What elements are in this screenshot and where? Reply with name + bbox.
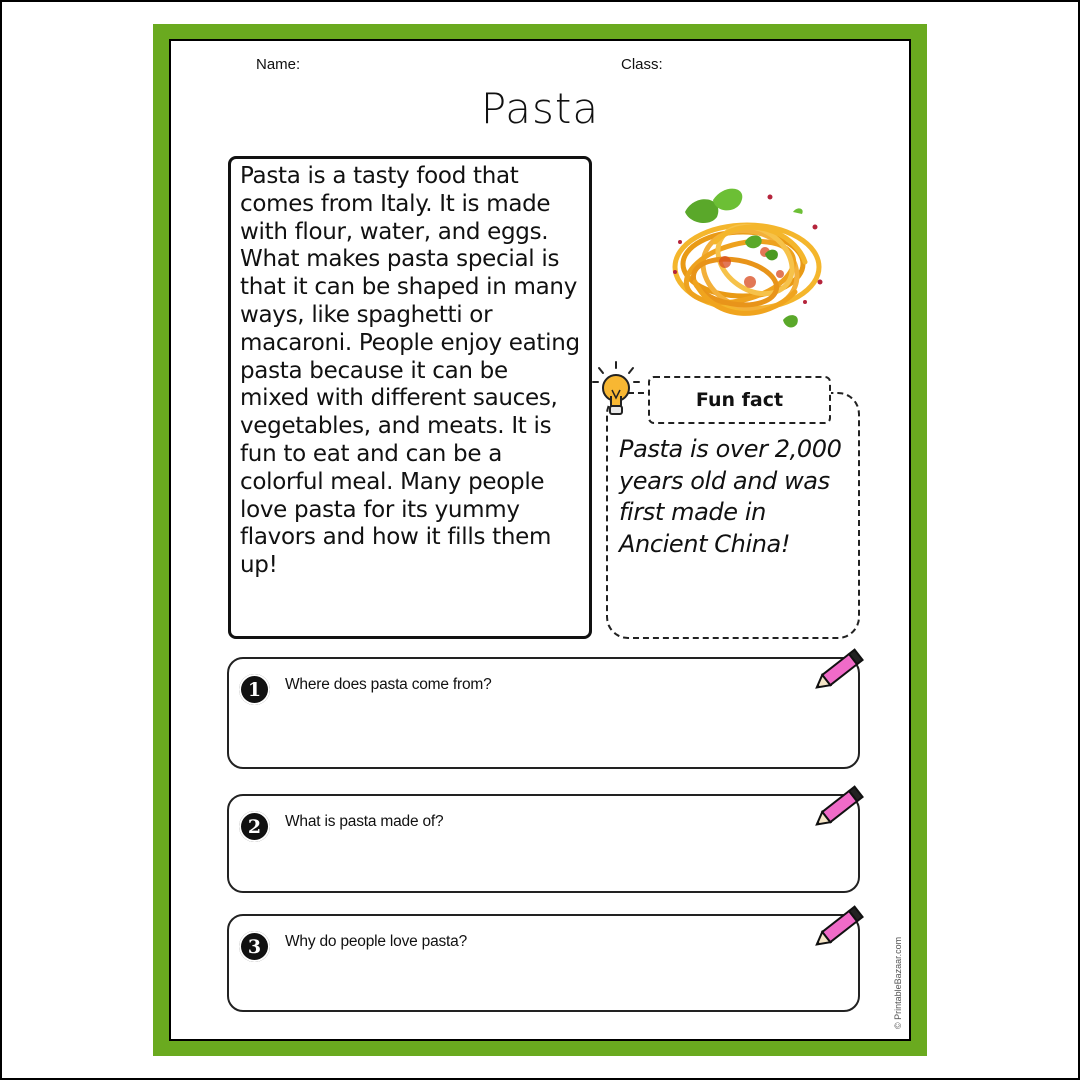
name-label: Name: bbox=[256, 56, 301, 73]
class-label: Class: bbox=[621, 56, 663, 73]
question-box-1[interactable] bbox=[227, 657, 860, 769]
question-box-2[interactable] bbox=[227, 794, 860, 893]
question-text: What is pasta made of? bbox=[285, 813, 444, 830]
question-text: Why do people love pasta? bbox=[285, 933, 467, 950]
pencil-icon bbox=[810, 647, 868, 697]
page-title: Pasta bbox=[480, 84, 600, 133]
watermark: © PrintableBazaar.com bbox=[893, 936, 903, 1029]
question-number-badge: 1 bbox=[239, 674, 270, 705]
pencil-icon bbox=[810, 904, 868, 954]
pencil-icon bbox=[810, 784, 868, 834]
pasta-icon bbox=[655, 172, 835, 337]
question-number-badge: 3 bbox=[239, 931, 270, 962]
question-number-badge: 2 bbox=[239, 811, 270, 842]
reading-passage: Pasta is a tasty food that comes from Italy. It is made with flour, water, and eggs. What makes pasta special is that it can be shaped in many ways, like spaghetti or macaroni. People enjoy eating pasta because it can be mixed with different sauces, vegetables, and meats. It is fun to eat and can be a colorful meal. Many people love pasta for its yummy flavors and how it fills them up! bbox=[240, 163, 580, 579]
reading-passage-box bbox=[228, 156, 592, 639]
question-text: Where does pasta come from? bbox=[285, 676, 492, 693]
fun-fact-text: Pasta is over 2,000 years old and was first made in Ancient China! bbox=[619, 435, 842, 558]
fun-fact-label: Fun fact bbox=[648, 376, 831, 424]
question-box-3[interactable] bbox=[227, 914, 860, 1012]
lightbulb-icon bbox=[591, 360, 641, 420]
